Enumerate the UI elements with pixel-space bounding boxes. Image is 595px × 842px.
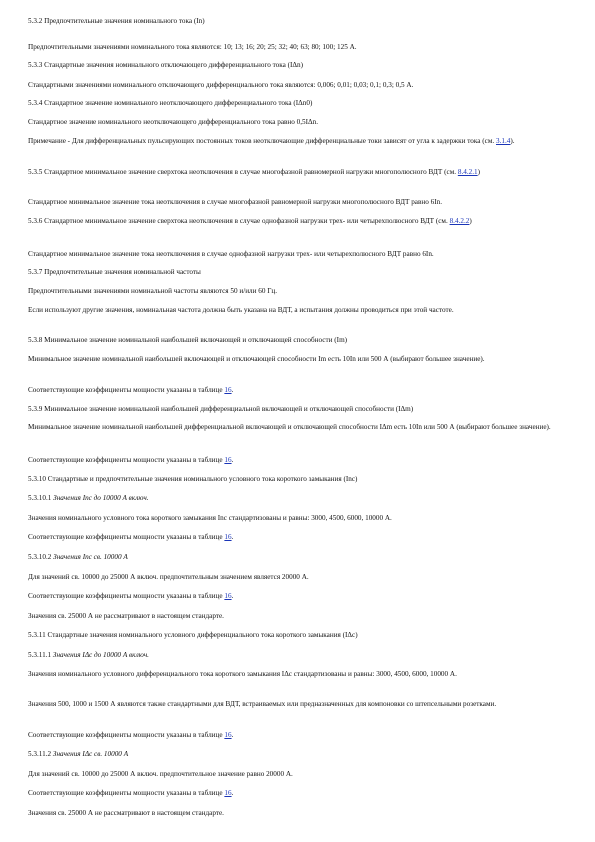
clause-5-3-4-text: Стандартное значение номинального неотключающего дифференциального тока равно 0,5IΔn.	[28, 118, 319, 126]
clause-5-3-5-heading	[28, 168, 566, 178]
clause-5-3-11-1-text: Значения номинального условного дифференциального тока короткого замыкания IΔc стандартизованы и равны: 3000, 4500, 6000, 10000 А.	[28, 670, 457, 678]
subclause-number: 5.3.11.1	[28, 651, 53, 659]
heading-text: 5.3.6 Стандартное минимальное значение сверхтока неотключения в случае однофазной нагрузки трех- или четырехполюсного ВДТ (см.	[28, 217, 450, 225]
clause-5-3-4-heading: 5.3.4 Стандартное значение номинального неотключающего дифференциального тока (IΔn0)	[28, 99, 313, 107]
clause-5-3-4-note	[28, 137, 566, 147]
subclause-number: 5.3.10.1	[28, 494, 54, 502]
link-table-16[interactable]: 16	[224, 731, 232, 739]
note-text: Примечание - Для дифференциальных пульсирующих постоянных токов неотключающие дифференциальные токи зависят от угла к задержки тока (см.	[28, 137, 496, 145]
clause-5-3-10-2-power-factor	[28, 592, 566, 602]
link-table-16[interactable]: 16	[224, 386, 232, 394]
paragraph-text: Соответствующие коэффициенты мощности указаны в таблице	[28, 789, 225, 797]
paragraph-text: Соответствующие коэффициенты мощности указаны в таблице	[28, 731, 225, 739]
link-table-16[interactable]: 16	[224, 456, 232, 464]
paragraph-text: Соответствующие коэффициенты мощности указаны в таблице	[28, 456, 225, 464]
clause-5-3-10-1-text: Значения номинального условного тока короткого замыкания Inc стандартизованы и равны: 3000, 4500, 6000, 10000 А.	[28, 514, 392, 522]
clause-5-3-10-1-power-factor	[28, 533, 566, 543]
clause-5-3-10-1-heading	[28, 494, 566, 504]
clause-5-3-9-heading: 5.3.9 Минимальное значение номинальной наибольшей дифференциальной включающей и отключающей способности (IΔm)	[28, 405, 414, 413]
clause-5-3-7-text: Предпочтительными значениями номинальной частоты являются 50 и/или 60 Гц.	[28, 287, 278, 295]
clause-5-3-11-heading: 5.3.11 Стандартные значения номинального условного дифференциального тока короткого замыкания (IΔc)	[28, 631, 358, 639]
paragraph-text-end: .	[231, 731, 234, 739]
paragraph-text-end: .	[231, 386, 234, 394]
paragraph-text-end: .	[231, 533, 234, 541]
clause-5-3-10-2-text: Для значений св. 10000 до 25000 А включ. предпочтительным значением является 20000 А.	[28, 573, 309, 581]
clause-5-3-11-2-heading	[28, 750, 566, 760]
clause-5-3-7-text-2: Если используют другие значения, номинальная частота должна быть указана на ВДТ, а испытания должны проводиться при этой частоте.	[28, 306, 454, 314]
clause-5-3-6-heading	[28, 217, 566, 227]
clause-5-3-7-heading: 5.3.7 Предпочтительные значения номинальной частоты	[28, 268, 201, 276]
clause-5-3-2-heading: 5.3.2 Предпочтительные значения номинального тока (In)	[28, 17, 205, 25]
subclause-title: Значения Inc до 10000 А включ.	[53, 494, 149, 502]
clause-5-3-3-heading: 5.3.3 Стандартные значения номинального отключающего дифференциального тока (IΔn)	[28, 61, 304, 69]
clause-5-3-9-text: Минимальное значение номинальной наибольшей дифференциальной включающей и отключающей способности IΔm есть 10In или 500 А (выбирают большее значение).	[28, 423, 551, 431]
note-text-end: ).	[510, 137, 515, 145]
subclause-title: Значения IΔc до 10000 А включ.	[52, 651, 149, 659]
subclause-number: 5.3.10.2	[28, 553, 54, 561]
clause-5-3-5-text: Стандартное минимальное значение тока неотключения в случае многофазной равномерной нагрузки многополюсного ВДТ равно 6In.	[28, 198, 442, 206]
heading-text: 5.3.5 Стандартное минимальное значение сверхтока неотключения в случае многофазной равномерной нагрузки многополюсного ВДТ (см.	[28, 168, 458, 176]
subclause-title: Значения IΔc св. 10000 А	[52, 750, 129, 758]
clause-5-3-11-2-power-factor	[28, 789, 566, 799]
link-table-16[interactable]: 16	[224, 789, 232, 797]
clause-5-3-8-power-factor	[28, 386, 566, 396]
clause-5-3-11-2-note: Значения св. 25000 А не рассматривают в настоящем стандарте.	[28, 809, 224, 817]
clause-5-3-6-text: Стандартное минимальное значение тока неотключения в случае однофазной нагрузки трех- или четырехполюсного ВДТ равно 6In.	[28, 250, 434, 258]
clause-5-3-11-2-text: Для значений св. 10000 до 25000 А включ. предпочтительное значение равно 20000 А.	[28, 770, 293, 778]
paragraph-text-end: .	[231, 456, 234, 464]
link-table-16[interactable]: 16	[224, 592, 232, 600]
clause-5-3-10-heading: 5.3.10 Стандартные и предпочтительные значения номинального условного тока короткого замыкания (Inc)	[28, 475, 358, 483]
paragraph-text: Соответствующие коэффициенты мощности указаны в таблице	[28, 386, 225, 394]
link-table-16[interactable]: 16	[224, 533, 232, 541]
clause-5-3-3-text: Стандартными значениями номинального отключающего дифференциального тока являются: 0,006; 0,01; 0,03; 0,1; 0,3; 0,5 А.	[28, 81, 414, 89]
clause-5-3-11-1-power-factor	[28, 731, 566, 741]
paragraph-text: Соответствующие коэффициенты мощности указаны в таблице	[28, 592, 225, 600]
clause-5-3-9-power-factor	[28, 456, 566, 466]
clause-5-3-2-text: Предпочтительными значениями номинального тока являются: 10; 13; 16; 20; 25; 32; 40; 63; 80; 100; 125 А.	[28, 43, 357, 51]
subclause-number: 5.3.11.2	[28, 750, 53, 758]
clause-5-3-11-1-text-2: Значения 500, 1000 и 1500 А являются также стандартными для ВДТ, встраиваемых или предназначенных для компоновки со штепсельными розетками.	[28, 700, 497, 708]
paragraph-text-end: .	[231, 592, 234, 600]
link-8-4-2-2[interactable]: 8.4.2.2	[449, 217, 470, 225]
subclause-title: Значения Inc св. 10000 А	[53, 553, 128, 561]
clause-5-3-8-heading: 5.3.8 Минимальное значение номинальной наибольшей включающей и отключающей способности (Im)	[28, 336, 348, 344]
link-3-1-4[interactable]: 3.1.4	[496, 137, 511, 145]
clause-5-3-10-2-heading	[28, 553, 566, 563]
paragraph-text-end: .	[231, 789, 234, 797]
link-8-4-2-1[interactable]: 8.4.2.1	[457, 168, 478, 176]
clause-5-3-11-1-heading	[28, 651, 566, 661]
clause-5-3-8-text: Минимальное значение номинальной наибольшей включающей и отключающей способности Im есть 10In или 500 А (выбирают большее значение).	[28, 355, 485, 363]
heading-text-end: )	[469, 217, 472, 225]
heading-text-end: )	[477, 168, 481, 176]
clause-5-3-10-2-note: Значения св. 25000 А не рассматривают в настоящем стандарте.	[28, 612, 224, 620]
paragraph-text: Соответствующие коэффициенты мощности указаны в таблице	[28, 533, 225, 541]
